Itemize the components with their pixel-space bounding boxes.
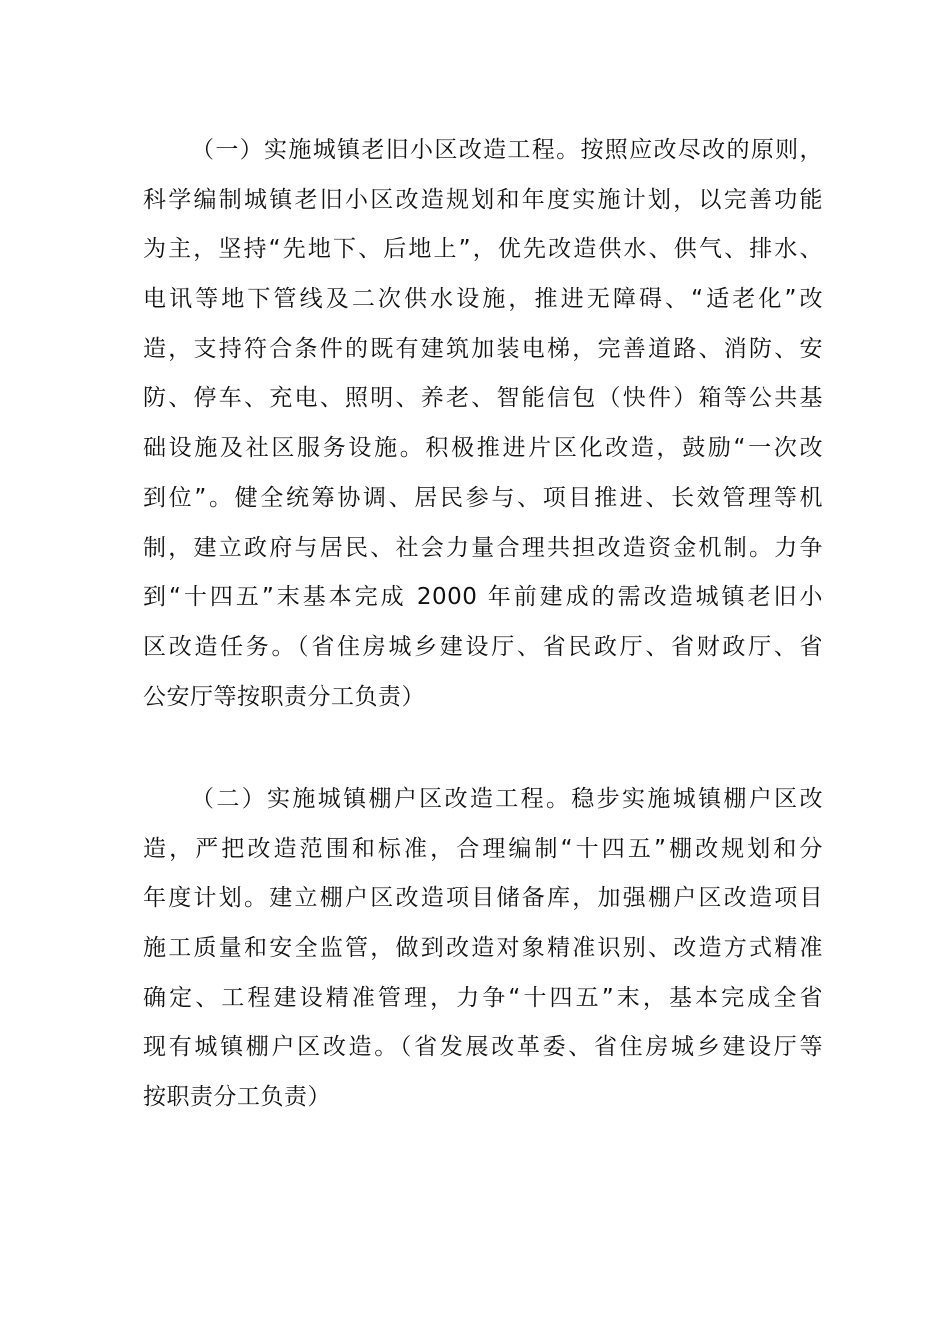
paragraph-line: 电讯等地下管线及二次供水设施，推进无障碍、“适老化”改 — [143, 286, 823, 313]
paragraph-line: 础设施及社区服务设施。积极推进片区化改造，鼓励“一次改 — [143, 435, 823, 462]
paragraph-line: 年度计划。建立棚户区改造项目储备库，加强棚户区改造项目 — [143, 885, 823, 912]
paragraph-line: 到位”。健全统筹协调、居民参与、项目推进、长效管理等机 — [143, 484, 823, 511]
paragraph-line: 到“十四五”末基本完成 2000 年前建成的需改造城镇老旧小 — [143, 584, 823, 611]
paragraph-line: 造，严把改造范围和标准，合理编制“十四五”棚改规划和分 — [143, 835, 823, 862]
paragraph-line: 为主，坚持“先地下、后地上”，优先改造供水、供气、排水、 — [143, 236, 823, 263]
paragraph-line: 防、停车、充电、照明、养老、智能信包（快件）箱等公共基 — [143, 385, 823, 412]
paragraph-line: 按职责分工负责） — [143, 1084, 331, 1111]
paragraph-line: 科学编制城镇老旧小区改造规划和年度实施计划，以完善功能 — [143, 186, 823, 213]
paragraph-line: 公安厅等按职责分工负责） — [143, 683, 425, 710]
paragraph-shantytown-renovation — [143, 775, 823, 1123]
paragraph-line: （一）实施城镇老旧小区改造工程。按照应改尽改的原则， — [191, 137, 823, 163]
paragraph-old-community-renovation — [143, 126, 823, 722]
paragraph-line: 确定、工程建设精准管理，力争“十四五”末，基本完成全省 — [143, 984, 823, 1011]
paragraph-line: 区改造任务。（省住房城乡建设厅、省民政厅、省财政厅、省 — [143, 633, 823, 660]
paragraph-line: 制，建立政府与居民、社会力量合理共担改造资金机制。力争 — [143, 534, 823, 561]
paragraph-line: 施工质量和安全监管，做到改造对象精准识别、改造方式精准 — [143, 935, 823, 962]
paragraph-line: 现有城镇棚户区改造。（省发展改革委、省住房城乡建设厅等 — [143, 1034, 823, 1061]
paragraph-line: 造，支持符合条件的既有建筑加装电梯，完善道路、消防、安 — [143, 335, 823, 362]
paragraph-line: （二）实施城镇棚户区改造工程。稳步实施城镇棚户区改 — [191, 786, 823, 812]
